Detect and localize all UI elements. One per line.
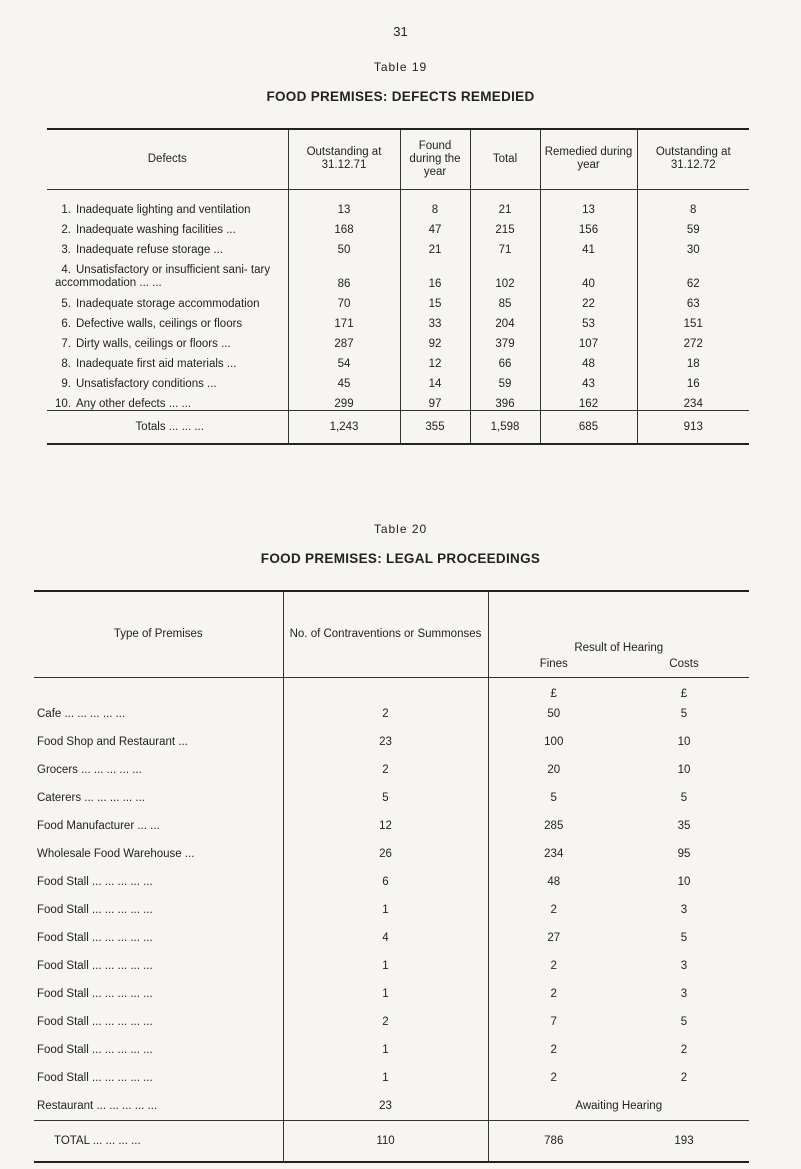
table-cell: 47 xyxy=(400,216,470,236)
defect-label xyxy=(47,189,288,216)
table-row xyxy=(34,840,749,868)
table-cell: 20 xyxy=(547,763,561,776)
row-number: 7. xyxy=(61,337,71,350)
table-cell: 171 xyxy=(288,310,400,330)
table-cell: 1 xyxy=(283,896,488,924)
table-cell: 85 xyxy=(470,290,540,310)
premises-label: Food Stall ... ... ... ... ... xyxy=(37,959,153,972)
table-cell: 14 xyxy=(400,370,470,390)
legal-proceedings-table xyxy=(34,590,749,1163)
table-header-row xyxy=(47,129,749,189)
table-cell: 63 xyxy=(637,290,749,310)
row-number: 4. xyxy=(61,263,71,276)
table-cell: 22 xyxy=(540,290,637,310)
row-label: Inadequate lighting and ventilation xyxy=(76,203,251,216)
premises-label: Wholesale Food Warehouse ... xyxy=(37,847,195,860)
row-number: 2. xyxy=(61,223,71,236)
table-cell: 6 xyxy=(283,868,488,896)
table-cell: 1 xyxy=(283,1036,488,1064)
table-cell: 2 xyxy=(550,959,557,972)
row-number: 9. xyxy=(61,377,71,390)
column-header: Type of Premises xyxy=(113,627,203,640)
currency-unit: £ xyxy=(680,687,688,700)
row-number: 3. xyxy=(61,243,71,256)
table-cell: 2 xyxy=(550,1071,557,1084)
table-cell: 2 xyxy=(283,756,488,784)
row-label: Unsatisfactory or insufficient sani- tary accommodation ... ... xyxy=(55,263,271,289)
table-20-title: FOOD PREMISES: LEGAL PROCEEDINGS xyxy=(260,551,541,566)
table-row xyxy=(34,700,749,728)
table-cell: 168 xyxy=(288,216,400,236)
column-header: No. of Contraventions or Summonses xyxy=(283,591,488,677)
table-cell: 379 xyxy=(470,330,540,350)
row-label: Unsatisfactory conditions ... xyxy=(76,377,217,390)
table-cell: 59 xyxy=(470,370,540,390)
table-cell: 48 xyxy=(547,875,561,888)
table-cell: 97 xyxy=(400,390,470,411)
table-row xyxy=(34,812,749,840)
table-cell: 30 xyxy=(637,236,749,256)
table-cell: 23 xyxy=(283,1092,488,1121)
table-row xyxy=(34,868,749,896)
table-cell: 8 xyxy=(637,189,749,216)
table-cell: 62 xyxy=(637,256,749,290)
column-header: Outstanding at 31.12.71 xyxy=(288,129,400,189)
row-number: 1. xyxy=(61,203,71,216)
column-header: Fines xyxy=(539,658,568,670)
table-row xyxy=(47,370,749,390)
table-cell: 1,598 xyxy=(470,410,540,444)
table-row xyxy=(34,896,749,924)
table-row xyxy=(47,189,749,216)
row-label: Defective walls, ceilings or floors xyxy=(76,317,243,330)
table-cell: 913 xyxy=(637,410,749,444)
table-row xyxy=(47,350,749,370)
premises-label: Food Stall ... ... ... ... ... xyxy=(37,987,153,1000)
table-cell: 299 xyxy=(288,390,400,411)
premises-label: Food Stall ... ... ... ... ... xyxy=(37,903,153,916)
table-cell: 40 xyxy=(540,256,637,290)
table-cell: 18 xyxy=(637,350,749,370)
table-cell: 33 xyxy=(400,310,470,330)
table-cell: 2 xyxy=(550,903,557,916)
table-cell: 70 xyxy=(288,290,400,310)
table-cell: 50 xyxy=(288,236,400,256)
table-cell: 4 xyxy=(283,924,488,952)
table-cell: 16 xyxy=(637,370,749,390)
table-cell: 1 xyxy=(283,952,488,980)
table-19-title: FOOD PREMISES: DEFECTS REMEDIED xyxy=(266,89,535,104)
table-cell: 35 xyxy=(677,819,691,832)
table-cell: 193 xyxy=(674,1134,694,1147)
table-row xyxy=(34,1064,749,1092)
premises-label: Food Shop and Restaurant ... xyxy=(37,735,188,748)
table-cell: 8 xyxy=(400,189,470,216)
table-cell: 54 xyxy=(288,350,400,370)
currency-unit: £ xyxy=(550,687,557,700)
row-label: Dirty walls, ceilings or floors ... xyxy=(76,337,231,350)
table-cell: 10 xyxy=(677,763,691,776)
table-cell: 1,243 xyxy=(288,410,400,444)
table-cell: 15 xyxy=(400,290,470,310)
column-header: Total xyxy=(470,129,540,189)
table-cell: 16 xyxy=(400,256,470,290)
table-cell: 162 xyxy=(540,390,637,411)
table-cell: 234 xyxy=(637,390,749,411)
table-cell: 355 xyxy=(400,410,470,444)
row-number: 8. xyxy=(61,357,71,370)
table-cell: 27 xyxy=(547,931,561,944)
table-row xyxy=(34,1036,749,1064)
table-cell: 43 xyxy=(540,370,637,390)
table-cell: 1 xyxy=(283,980,488,1008)
table-cell: 685 xyxy=(540,410,637,444)
table-cell: 3 xyxy=(680,959,688,972)
table-cell: 5 xyxy=(283,784,488,812)
table-cell: 21 xyxy=(400,236,470,256)
table-cell: 5 xyxy=(680,707,688,720)
table-cell: 26 xyxy=(283,840,488,868)
premises-label: Food Stall ... ... ... ... ... xyxy=(37,1071,153,1084)
table-cell: 215 xyxy=(470,216,540,236)
defect-label xyxy=(47,216,288,236)
defect-label xyxy=(47,330,288,350)
table-row xyxy=(47,216,749,236)
premises-label: Cafe ... ... ... ... ... xyxy=(37,707,126,720)
page-number: 31 xyxy=(393,24,408,39)
units-row xyxy=(34,677,749,700)
table-row xyxy=(34,980,749,1008)
column-header: Defects xyxy=(147,152,187,165)
table-cell: 287 xyxy=(288,330,400,350)
table-row xyxy=(34,952,749,980)
table-cell: 2 xyxy=(550,987,557,1000)
table-cell: 5 xyxy=(680,931,688,944)
table-cell: 110 xyxy=(283,1120,488,1162)
table-cell: 41 xyxy=(540,236,637,256)
table-cell: 21 xyxy=(470,189,540,216)
row-number: 6. xyxy=(61,317,71,330)
defects-remedied-table xyxy=(47,128,749,445)
table-row xyxy=(47,236,749,256)
row-label: Inadequate washing facilities ... xyxy=(76,223,236,236)
row-label: Inadequate first aid materials ... xyxy=(76,357,237,370)
row-number: 5. xyxy=(61,297,71,310)
table-row xyxy=(34,1008,749,1036)
table-row xyxy=(34,756,749,784)
table-cell: 5 xyxy=(680,791,688,804)
column-header: Outstanding at 31.12.72 xyxy=(637,129,749,189)
table-row xyxy=(34,728,749,756)
table-row xyxy=(34,1092,749,1121)
table-cell: 107 xyxy=(540,330,637,350)
table-cell: 45 xyxy=(288,370,400,390)
defect-label xyxy=(47,390,288,411)
column-header: Found during the year xyxy=(400,129,470,189)
table-row xyxy=(47,290,749,310)
table-cell: 48 xyxy=(540,350,637,370)
table-cell: 285 xyxy=(544,819,564,832)
table-20-caption: Table 20 xyxy=(373,522,428,536)
table-cell: 396 xyxy=(470,390,540,411)
premises-label: Food Stall ... ... ... ... ... xyxy=(37,1043,153,1056)
hearing-status: Awaiting Hearing xyxy=(575,1099,663,1112)
table-cell: 2 xyxy=(550,1043,557,1056)
defect-label xyxy=(47,256,288,290)
table-cell: 234 xyxy=(544,847,564,860)
table-row xyxy=(47,256,749,290)
table-cell: 3 xyxy=(680,987,688,1000)
column-header: Costs xyxy=(669,658,699,670)
column-header: Result of Hearing xyxy=(574,642,664,654)
premises-label: Caterers ... ... ... ... ... xyxy=(37,791,145,804)
table-row xyxy=(34,924,749,952)
table-cell: 10 xyxy=(677,735,691,748)
table-cell: 272 xyxy=(637,330,749,350)
table-row xyxy=(47,390,749,411)
premises-label: Food Manufacturer ... ... xyxy=(37,819,160,832)
table-cell: 71 xyxy=(470,236,540,256)
row-label: Inadequate storage accommodation xyxy=(76,297,260,310)
table-cell: 1 xyxy=(283,1064,488,1092)
total-label: TOTAL ... ... ... ... xyxy=(54,1134,141,1147)
table-cell: 2 xyxy=(283,700,488,728)
premises-label: Grocers ... ... ... ... ... xyxy=(37,763,142,776)
premises-label: Food Stall ... ... ... ... ... xyxy=(37,931,153,944)
table-cell: 5 xyxy=(680,1015,688,1028)
defect-label xyxy=(47,350,288,370)
row-label: Any other defects ... ... xyxy=(76,397,192,410)
table-cell: 204 xyxy=(470,310,540,330)
table-cell: 23 xyxy=(283,728,488,756)
table-cell: 2 xyxy=(680,1071,688,1084)
table-cell: 102 xyxy=(470,256,540,290)
table-cell: 3 xyxy=(680,903,688,916)
premises-label: Restaurant ... ... ... ... ... xyxy=(37,1099,158,1112)
table-cell: 50 xyxy=(547,707,561,720)
defect-label xyxy=(47,290,288,310)
defect-label xyxy=(47,310,288,330)
totals-label: Totals ... ... ... xyxy=(135,420,204,433)
table-header-row xyxy=(34,591,749,657)
table-19-caption: Table 19 xyxy=(373,60,428,74)
table-cell: 95 xyxy=(677,847,691,860)
defect-label xyxy=(47,236,288,256)
totals-row xyxy=(47,410,749,444)
table-cell: 13 xyxy=(540,189,637,216)
table-cell: 156 xyxy=(540,216,637,236)
table-cell: 13 xyxy=(288,189,400,216)
table-cell: 66 xyxy=(470,350,540,370)
row-number: 10. xyxy=(55,397,71,410)
total-row xyxy=(34,1120,749,1162)
table-cell: 92 xyxy=(400,330,470,350)
table-row xyxy=(47,310,749,330)
column-header: Remedied during year xyxy=(540,129,637,189)
table-cell: 12 xyxy=(400,350,470,370)
table-row xyxy=(34,784,749,812)
table-cell: 100 xyxy=(544,735,564,748)
table-cell: 5 xyxy=(550,791,557,804)
table-cell: 53 xyxy=(540,310,637,330)
table-cell: 151 xyxy=(637,310,749,330)
table-cell: 59 xyxy=(637,216,749,236)
table-cell: 786 xyxy=(544,1134,564,1147)
table-row xyxy=(47,330,749,350)
table-cell: 7 xyxy=(550,1015,557,1028)
row-label: Inadequate refuse storage ... xyxy=(76,243,224,256)
table-cell: 86 xyxy=(288,256,400,290)
table-cell: 2 xyxy=(283,1008,488,1036)
table-cell: 2 xyxy=(680,1043,688,1056)
premises-label: Food Stall ... ... ... ... ... xyxy=(37,1015,153,1028)
defect-label xyxy=(47,370,288,390)
table-cell: 12 xyxy=(283,812,488,840)
premises-label: Food Stall ... ... ... ... ... xyxy=(37,875,153,888)
table-cell: 10 xyxy=(677,875,691,888)
